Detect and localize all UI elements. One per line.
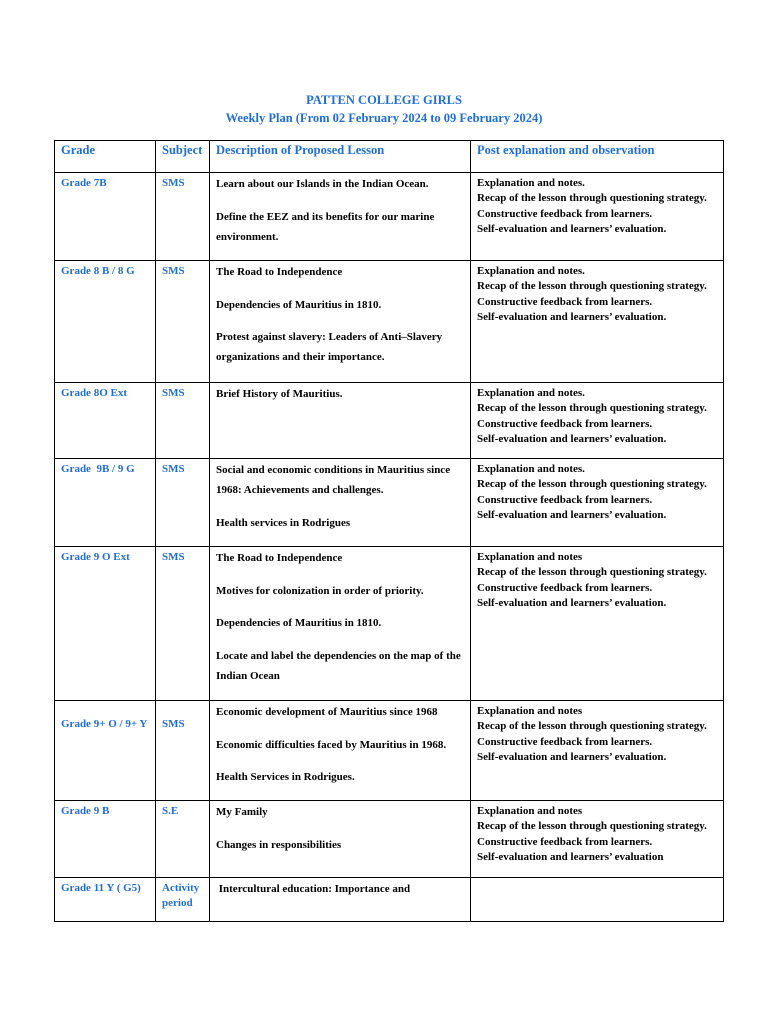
lesson-cell: [210, 261, 470, 367]
observation-cell: [471, 459, 723, 524]
table-row: [55, 801, 724, 878]
observation-cell: [471, 878, 723, 881]
lesson-cell: [210, 878, 470, 899]
observation-cell: [471, 261, 723, 326]
grade-cell: Grade 8O Ext: [61, 387, 127, 399]
lesson-item: Intercultural education: Importance and: [216, 883, 411, 895]
observation-item: Constructive feedback from learners.: [477, 493, 653, 506]
observation-item: Self-evaluation and learners’ evaluation.: [477, 311, 667, 324]
observation-item: Recap of the lesson through questioning strategy.: [477, 820, 707, 833]
observation-cell: [471, 547, 723, 612]
observation-item: Recap of the lesson through questioning strategy.: [477, 478, 707, 491]
observation-item: Explanation and notes: [477, 551, 583, 563]
subject-cell: SMS: [162, 387, 185, 399]
lesson-cell: [210, 547, 470, 686]
subject-cell: SMS: [162, 265, 185, 277]
lesson-cell: [210, 701, 470, 787]
lesson-item: Economic development of Mauritius since 1968: [216, 706, 438, 718]
lesson-item: Changes in responsibilities: [216, 838, 342, 851]
lesson-item: Economic difficulties faced by Mauritius in 1968.: [216, 738, 447, 751]
observation-cell: [471, 801, 723, 866]
header-grade: Grade: [55, 141, 156, 173]
table-row: [55, 173, 724, 261]
subject-cell: SMS: [162, 177, 185, 189]
grade-cell: Grade 7B: [61, 177, 107, 189]
observation-item: Explanation and notes.: [477, 265, 585, 277]
grade-cell: Grade 9 O Ext: [61, 551, 130, 563]
observation-item: Constructive feedback from learners.: [477, 735, 653, 748]
lesson-item: Social and economic conditions in Mauritius since 1968: Achievements and challenges.: [216, 464, 451, 496]
table-row: [55, 459, 724, 547]
lesson-item: Motives for colonization in order of priority.: [216, 584, 424, 597]
header-description: Description of Proposed Lesson: [210, 141, 471, 173]
observation-item: Self-evaluation and learners’ evaluation.: [477, 433, 667, 446]
observation-item: Recap of the lesson through questioning strategy.: [477, 566, 707, 579]
observation-item: Constructive feedback from learners.: [477, 835, 653, 848]
observation-item: Explanation and notes: [477, 805, 583, 817]
observation-item: Constructive feedback from learners.: [477, 581, 653, 594]
header-post-observation: Post explanation and observation: [471, 141, 724, 173]
school-title: PATTEN COLLEGE GIRLS: [306, 93, 462, 107]
table-row: [55, 547, 724, 701]
observation-item: Recap of the lesson through questioning strategy.: [477, 280, 707, 293]
lesson-item: Learn about our Islands in the Indian Ocean.: [216, 178, 429, 190]
grade-cell: Grade 11 Y ( G5): [61, 882, 141, 894]
observation-item: Constructive feedback from learners.: [477, 295, 653, 308]
observation-item: Constructive feedback from learners.: [477, 207, 653, 220]
lesson-item: Define the EEZ and its benefits for our marine environment.: [216, 210, 435, 243]
lesson-item: Brief History of Mauritius.: [216, 388, 343, 400]
lesson-cell: [210, 801, 470, 855]
grade-cell: Grade 9 B: [61, 805, 110, 817]
observation-item: Self-evaluation and learners’ evaluation: [477, 851, 664, 864]
lesson-item: Health Services in Rodrigues.: [216, 771, 355, 783]
lesson-item: The Road to Independence: [216, 266, 343, 278]
observation-item: Recap of the lesson through questioning strategy.: [477, 720, 707, 733]
observation-item: Constructive feedback from learners.: [477, 417, 653, 430]
table-header-row: [55, 141, 724, 173]
observation-cell: [471, 173, 723, 238]
observation-item: Recap of the lesson through questioning strategy.: [477, 192, 707, 205]
weekly-plan-table: [54, 140, 724, 922]
lesson-item: Locate and label the dependencies on the map of the Indian Ocean: [216, 649, 461, 682]
observation-cell: [471, 383, 723, 448]
lesson-cell: [210, 459, 470, 533]
lesson-item: The Road to Independence: [216, 552, 343, 564]
subject-cell: SMS: [162, 718, 185, 730]
observation-item: Self-evaluation and learners’ evaluation.: [477, 751, 667, 764]
header-subject: Subject: [156, 141, 210, 173]
subject-cell: S.E: [162, 805, 179, 817]
table-row: [55, 261, 724, 383]
observation-item: Explanation and notes.: [477, 463, 585, 475]
subject-cell: Activity period: [162, 882, 200, 910]
plan-subtitle: Weekly Plan (From 02 February 2024 to 09 February 2024): [225, 111, 543, 125]
observation-item: Explanation and notes.: [477, 177, 585, 189]
subject-cell: SMS: [162, 463, 185, 475]
lesson-item: Health services in Rodrigues: [216, 516, 351, 529]
observation-item: Self-evaluation and learners’ evaluation.: [477, 597, 667, 610]
lesson-item: Protest against slavery: Leaders of Anti–Slavery organizations and their importance.: [216, 331, 443, 363]
observation-item: Recap of the lesson through questioning strategy.: [477, 402, 707, 415]
observation-item: Self-evaluation and learners’ evaluation.: [477, 223, 667, 236]
grade-cell: Grade 9B / 9 G: [61, 463, 135, 475]
lesson-item: Dependencies of Mauritius in 1810.: [216, 298, 382, 311]
grade-cell: Grade 9+ O / 9+ Y: [61, 718, 148, 730]
lesson-item: My Family: [216, 806, 268, 818]
observation-cell: [471, 701, 723, 766]
table-row: [55, 701, 724, 801]
observation-item: Explanation and notes.: [477, 387, 585, 399]
subject-cell: SMS: [162, 551, 185, 563]
table-row: [55, 878, 724, 922]
observation-item: Explanation and notes: [477, 705, 583, 717]
lesson-cell: [210, 173, 470, 247]
grade-cell: Grade 8 B / 8 G: [61, 265, 135, 277]
lesson-cell: [210, 383, 470, 404]
observation-item: Self-evaluation and learners’ evaluation.: [477, 509, 667, 522]
lesson-item: Dependencies of Mauritius in 1810.: [216, 617, 382, 629]
table-row: [55, 383, 724, 459]
